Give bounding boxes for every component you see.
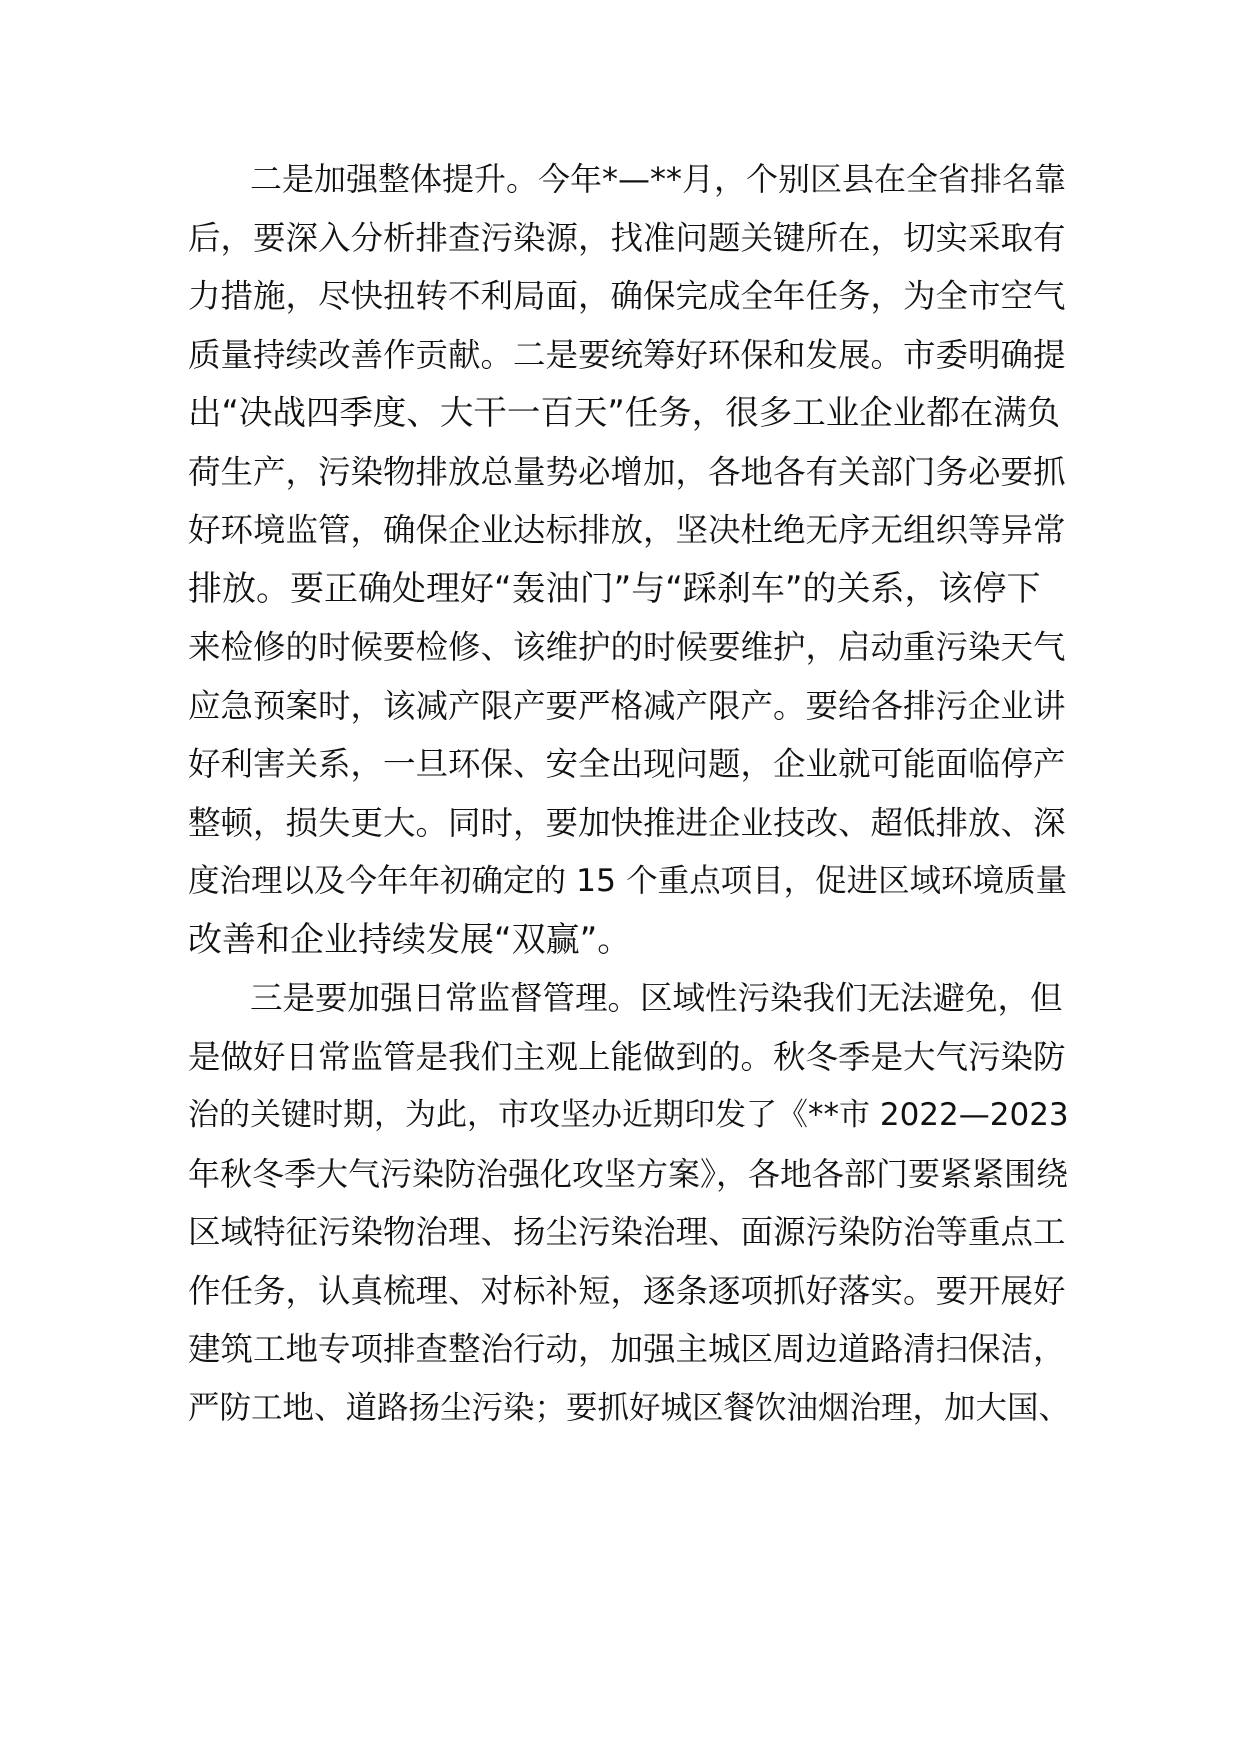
paragraph-line: 应急预案时，该减产限产要严格减产限产。要给各排污企业讲 xyxy=(188,687,1066,725)
paragraph-line: 是做好日常监管是我们主观上能做到的。秋冬季是大气污染防 xyxy=(188,1038,1066,1076)
paragraph-line: 来检修的时候要检修、该维护的时候要维护，启动重污染天气 xyxy=(188,628,1066,666)
paragraph-line: 后，要深入分析排查污染源，找准问题关键所在，切实采取有 xyxy=(188,219,1066,257)
paragraph-line: 三是要加强日常监督管理。区域性污染我们无法避免，但 xyxy=(250,979,1063,1017)
paragraph-line: 作任务，认真梳理、对标补短，逐条逐项抓好落实。要开展好 xyxy=(188,1272,1066,1310)
paragraph-line: 二是加强整体提升。今年*—**月，个别区县在全省排名靠 xyxy=(250,160,1067,198)
paragraph-line: 好环境监管，确保企业达标排放，坚决杜绝无序无组织等异常 xyxy=(188,511,1066,549)
paragraph-line: 力措施，尽快扭转不利局面，确保完成全年任务，为全市空气 xyxy=(188,277,1066,315)
paragraph-line: 荷生产，污染物排放总量势必增加，各地各有关部门务必要抓 xyxy=(188,453,1066,491)
paragraph-line: 出“决战四季度、大干一百天”任务，很多工业企业都在满负 xyxy=(188,393,1061,432)
paragraph-line: 度治理以及今年年初确定的 15 个重点项目，促进区域环境质量 xyxy=(188,863,1068,899)
paragraph-line: 年秋冬季大气污染防治强化攻坚方案》，各地各部门要紧紧围绕 xyxy=(188,1155,1069,1193)
paragraph-line: 整顿，损失更大。同时，要加快推进企业技改、超低排放、深 xyxy=(188,804,1066,842)
paragraph-line: 排放。要正确处理好“轰油门”与“踩刹车”的关系，该停下 xyxy=(188,569,1041,609)
paragraph-line: 改善和企业持续发展“双赢”。 xyxy=(188,920,632,960)
paragraph-line: 质量持续改善作贡献。二是要统筹好环保和发展。市委明确提 xyxy=(188,336,1066,374)
paragraph-line: 建筑工地专项排查整治行动，加强主城区周边道路清扫保洁， xyxy=(188,1330,1066,1368)
paragraph-line: 严防工地、道路扬尘污染；要抓好城区餐饮油烟治理，加大国、 xyxy=(188,1390,1071,1426)
paragraph-line: 治的关键时期，为此，市攻坚办近期印发了《**市 2022—2023 xyxy=(188,1097,1069,1133)
paragraph-line: 好利害关系，一旦环保、安全出现问题，企业就可能面临停产 xyxy=(188,745,1066,783)
paragraph-line: 区域特征污染物治理、扬尘污染治理、面源污染防治等重点工 xyxy=(188,1213,1066,1251)
